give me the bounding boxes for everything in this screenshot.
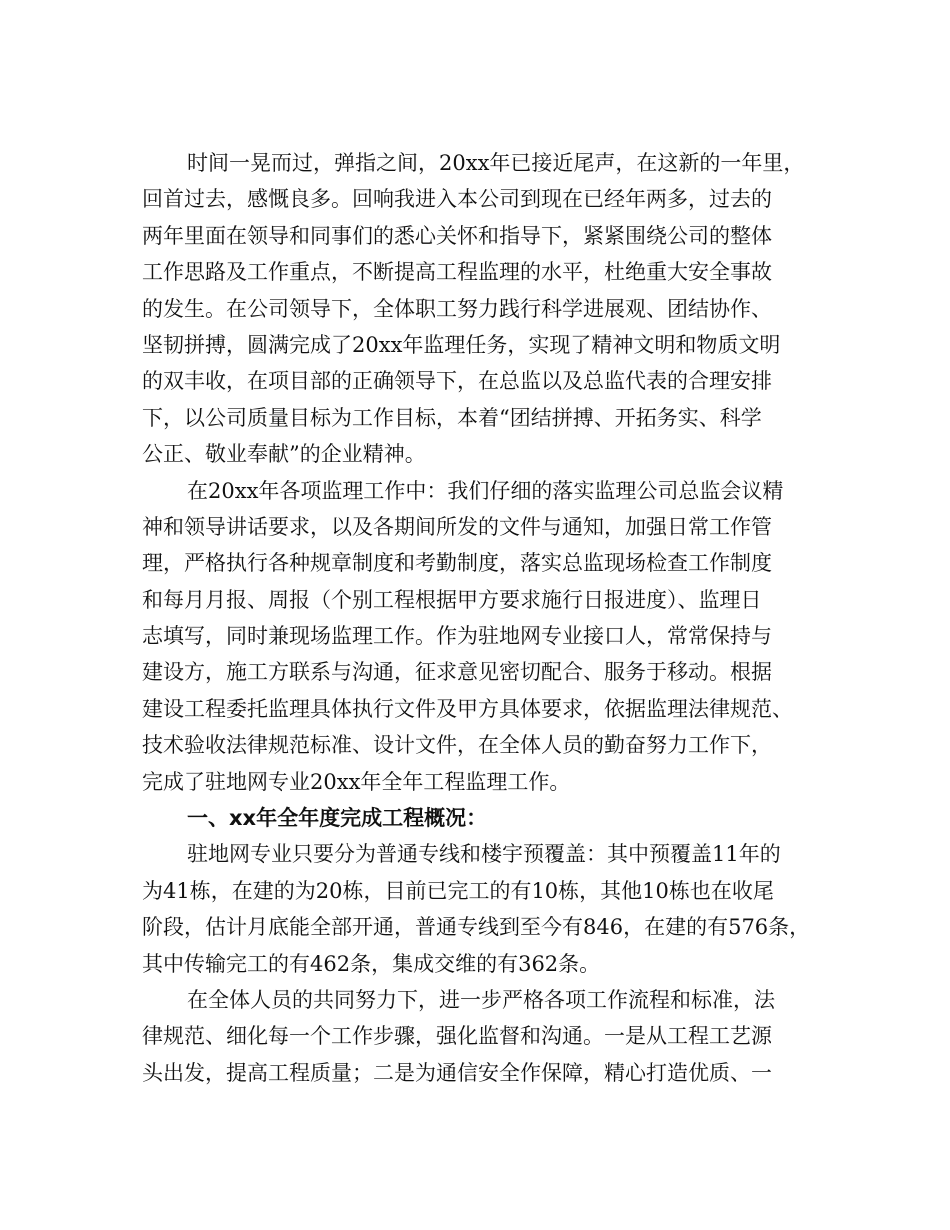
paragraph-line: 回首过去，感慨良多。回响我进入本公司到现在已经年两多，过去的: [142, 187, 772, 212]
paragraph-line: 建设工程委托监理具体执行文件及甲方具体要求，依据监理法律规范、: [142, 696, 793, 721]
paragraph-line: 的发生。在公司领导下，全体职工努力践行科学进展观、团结协作、: [142, 296, 772, 321]
paragraph-line: 公正、敬业奉献”的企业精神。: [142, 442, 426, 467]
paragraph-line: 神和领导讲话要求，以及各期间所发的文件与通知，加强日常工作管: [142, 514, 772, 539]
paragraph-line: 头出发，提高工程质量；二是为通信安全作保障，精心打造优质、一: [142, 1060, 772, 1085]
paragraph-line: 坚韧拼搏，圆满完成了20xx年监理任务，实现了精神文明和物质文明: [142, 332, 781, 357]
paragraph-line: 为41栋，在建的为20栋，目前已完工的有10栋，其他10栋也在收尾: [142, 878, 774, 903]
paragraph-line: 阶段，估计月底能全部开通，普通专线到至今有846，在建的有576条，: [142, 915, 811, 940]
paragraph-line: 技术验收法律规范标准、设计文件，在全体人员的勤奋努力工作下，: [142, 733, 772, 758]
section-heading: 一、xx年全年度完成工程概况：: [187, 806, 488, 831]
paragraph-line: 建设方，施工方联系与沟通，征求意见密切配合、服务于移动。根据: [142, 660, 772, 685]
paragraph-line: 其中传输完工的有462条，集成交维的有362条。: [142, 951, 601, 976]
paragraph-line: 两年里面在领导和同事们的悉心关怀和指导下，紧紧围绕公司的整体: [142, 223, 772, 248]
paragraph-line: 在20xx年各项监理工作中：我们仔细的落实监理公司总监会议精: [187, 478, 784, 503]
paragraph-line: 完成了驻地网专业20xx年全年工程监理工作。: [142, 769, 571, 794]
paragraph-line: 在全体人员的共同努力下，进一步严格各项工作流程和标准，法: [187, 987, 775, 1012]
paragraph-line: 时间一晃而过，弹指之间，20xx年已接近尾声，在这新的一年里，: [187, 151, 805, 175]
paragraph-line: 下，以公司质量目标为工作目标，本着“团结拼搏、开拓务实、科学: [142, 405, 762, 430]
paragraph-line: 理，严格执行各种规章制度和考勤制度，落实总监现场检查工作制度: [142, 551, 772, 576]
paragraph-line: 和每月月报、周报（个别工程根据甲方要求施行日报进度）、监理日: [142, 587, 762, 612]
paragraph-line: 驻地网专业只要分为普通专线和楼宇预覆盖：其中预覆盖11年的: [187, 842, 781, 867]
paragraph-line: 志填写，同时兼现场监理工作。作为驻地网专业接口人，常常保持与: [142, 624, 772, 649]
paragraph-line: 的双丰收，在项目部的正确领导下，在总监以及总监代表的合理安排: [142, 369, 772, 394]
paragraph-line: 律规范、细化每一个工作步骤，强化监督和沟通。一是从工程工艺源: [142, 1024, 772, 1049]
document-body: [142, 145, 812, 1091]
paragraph-line: 工作思路及工作重点，不断提高工程监理的水平，杜绝重大安全事故: [142, 260, 772, 285]
